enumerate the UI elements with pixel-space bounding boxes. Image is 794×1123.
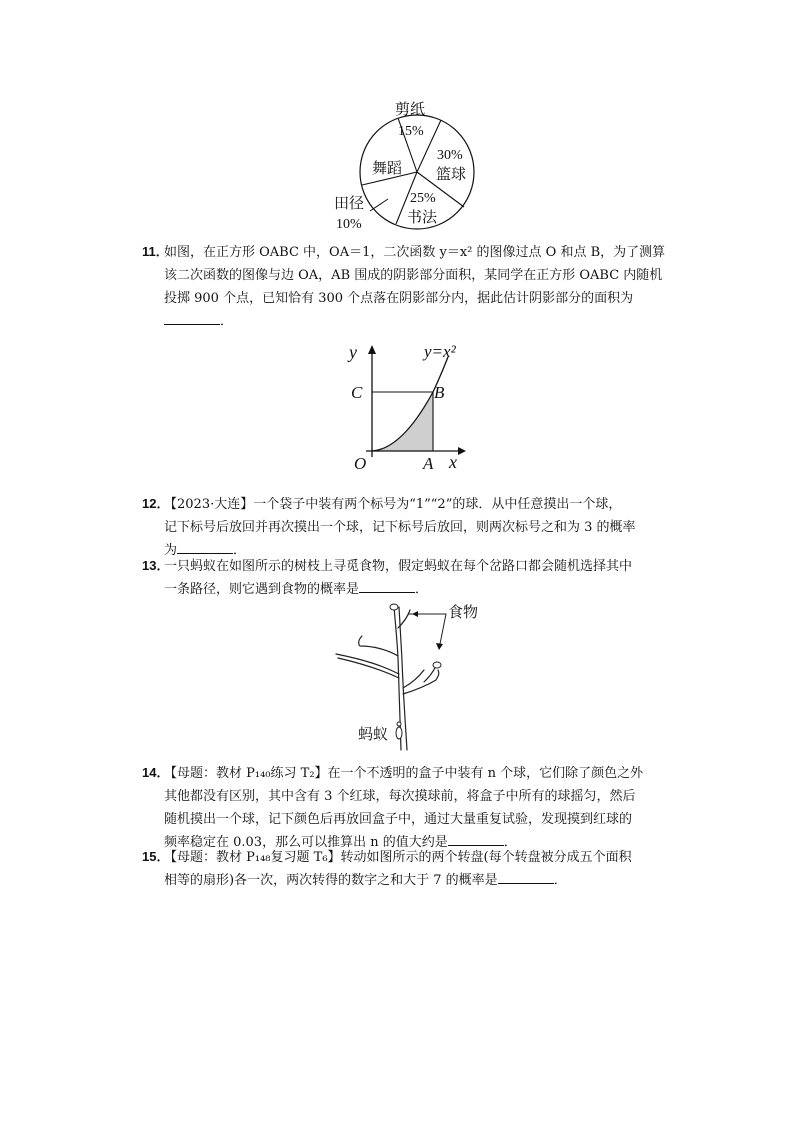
pie-chart-figure <box>330 95 480 235</box>
food-item-icon <box>433 662 441 668</box>
question-text: ． <box>233 543 247 558</box>
point-a-label: A <box>423 454 434 473</box>
question-number: 13． <box>142 558 170 573</box>
answer-blank[interactable] <box>498 869 554 884</box>
branch-right-mid <box>403 670 424 688</box>
question-text: ． <box>503 835 517 850</box>
question-text: 投掷 900 个点，已知恰有 300 个点落在阴影部分内，据此估计阴影部分的面积为 <box>164 291 634 306</box>
pie-label-dance: 舞蹈 <box>372 161 403 177</box>
question-text: 记下标号后放回并再次摸出一个球，记下标号后放回，则两次标号之和为 3 的概率 <box>164 520 636 535</box>
food-item-icon <box>390 604 398 610</box>
question-number: 11． <box>142 244 169 259</box>
pie-pct-basketball: 30% <box>437 148 463 163</box>
shaded-region <box>372 392 433 451</box>
branch-left-low <box>336 654 399 674</box>
question-text: 一只蚂蚁在如图所示的树枝上寻觅食物，假定蚂蚁在每个岔路口都会随机选择其中 <box>164 559 633 574</box>
ant-label: 蚂蚁 <box>358 727 389 743</box>
branch-left-low <box>338 658 399 678</box>
x-axis-label: x <box>449 452 457 472</box>
question-number: 14． <box>142 765 170 780</box>
question-15 <box>142 845 677 892</box>
arrow-head <box>436 643 443 650</box>
question-number: 15． <box>142 849 170 864</box>
y-axis-arrow <box>368 345 376 354</box>
pie-label-basketball: 篮球 <box>436 167 467 183</box>
curve-label: y=x² <box>424 342 456 361</box>
branch-right-food <box>424 666 436 682</box>
pie-label-track: 田径 <box>334 196 365 212</box>
question-text: 为 <box>164 543 178 558</box>
question-11 <box>142 240 677 333</box>
pie-label-calligraphy: 书法 <box>407 210 438 226</box>
question-text: ． <box>553 873 567 888</box>
question-text: 频率稳定在 0.03，那么可以推算出 n 的值大约是 <box>164 835 448 850</box>
point-b-label: B <box>434 383 445 402</box>
food-pointer-line <box>408 614 446 644</box>
question-text: 相等的扇形)各一次，两次转得的数字之和大于 7 的概率是 <box>164 873 498 888</box>
question-text: ． <box>220 314 234 329</box>
branch-left-mid <box>359 636 398 656</box>
pie-pct-paper-cut: 15% <box>398 124 424 139</box>
parabola-graph-figure <box>340 337 480 475</box>
pie-label-paper-cut: 剪纸 <box>395 102 426 118</box>
question-text: 随机摸出一个球，记下颜色后再放回盒子中，通过大量重复试验，发现摸到红球的 <box>164 812 633 827</box>
pie-leader-line <box>370 199 388 211</box>
question-text: 【2023·大连】一个袋子中装有两个标号为“1”“2”的球．从中任意摸出一个球， <box>164 497 622 512</box>
arrow-head <box>412 611 418 617</box>
ant-icon <box>397 722 401 726</box>
question-text: 该二次函数的图像与边 OA，AB 围成的阴影部分面积，某同学在正方形 OABC 内随机 <box>164 268 663 283</box>
point-c-label: C <box>351 383 363 402</box>
answer-blank[interactable] <box>164 310 220 325</box>
pie-pct-track: 10% <box>336 217 362 232</box>
question-text: 其他都没有区别，其中含有 3 个红球，每次摸球前，将盒子中所有的球摇匀，然后 <box>164 789 636 804</box>
question-number: 12． <box>142 496 170 511</box>
question-12 <box>142 492 677 562</box>
origin-label: O <box>354 454 367 473</box>
answer-blank[interactable] <box>359 578 415 593</box>
food-label: 食物 <box>448 605 479 621</box>
tree-branch-figure <box>328 598 488 754</box>
question-13 <box>142 554 677 601</box>
question-text: 如图，在正方形 OABC 中，OA＝1，二次函数 y＝x² 的图像过点 O 和点 B，为了测算 <box>164 245 666 260</box>
answer-blank[interactable] <box>177 539 233 554</box>
answer-blank[interactable] <box>448 831 504 846</box>
question-text: ． <box>415 582 429 597</box>
question-text: 【母题：教材 P₁₄₈复习题 T₆】转动如图所示的两个转盘(每个转盘被分成五个面积 <box>164 850 632 865</box>
ant-icon <box>396 727 402 739</box>
question-14 <box>142 761 677 854</box>
x-axis-arrow <box>458 447 466 455</box>
y-axis-label: y <box>349 342 357 362</box>
pie-pct-calligraphy: 25% <box>410 191 436 206</box>
question-text: 【母题：教材 P₁₄₀练习 T₂】在一个不透明的盒子中装有 n 个球，它们除了颜色之外 <box>164 766 644 781</box>
question-text: 一条路径，则它遇到食物的概率是 <box>164 582 360 597</box>
